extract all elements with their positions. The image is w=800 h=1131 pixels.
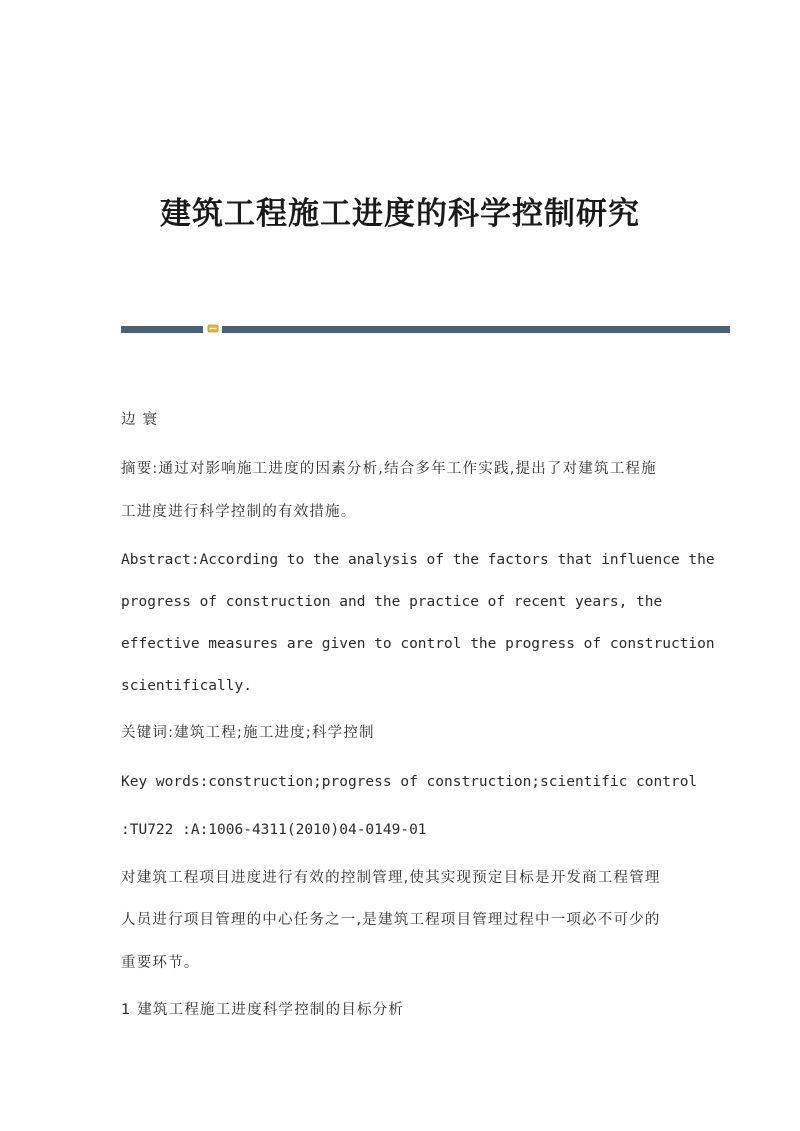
divider-bar-right [222,326,730,333]
document-title: 建筑工程施工进度的科学控制研究 [160,196,640,232]
abstract-en-line-2: progress of construction and the practice of recent years, the [121,594,663,610]
abstract-en-line-3: effective measures are given to control the progress of construction [121,636,715,652]
divider-bar-left [121,326,203,333]
body-paragraph-line-1: 对建筑工程项目进度进行有效的控制管理,使其实现预定目标是开发商工程管理 [121,870,661,886]
author-name: 边 寰 [121,412,159,428]
body-paragraph-line-3: 重要环节。 [121,955,200,971]
section-heading: 1 建筑工程施工进度科学控制的目标分析 [121,1002,405,1018]
abstract-en-line-1: Abstract:According to the analysis of the factors that influence the [121,552,715,568]
keywords-en: Key words:construction;progress of construction;scientific control [121,774,698,790]
abstract-cn-line-2: 工进度进行科学控制的有效措施。 [121,504,357,520]
classification-info: :TU722 :A:1006-4311(2010)04-0149-01 [121,822,427,838]
keywords-cn: 关键词:建筑工程;施工进度;科学控制 [121,725,375,741]
abstract-cn-line-1: 摘要:通过对影响施工进度的因素分析,结合多年工作实践,提出了对建筑工程施 [121,461,657,477]
pencil-ornament-icon [207,323,219,334]
body-paragraph-line-2: 人员进行项目管理的中心任务之一,是建筑工程项目管理过程中一项必不可少的 [121,912,661,928]
abstract-en-line-4: scientifically. [121,678,252,694]
title-divider [121,326,730,333]
